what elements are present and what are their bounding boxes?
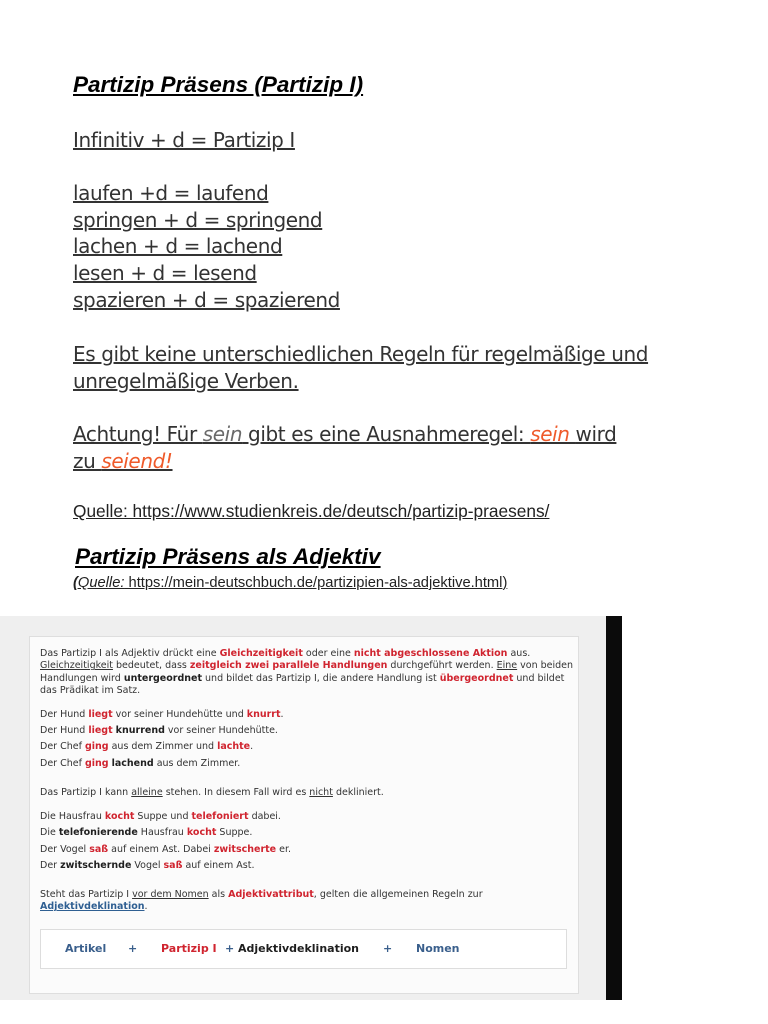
- text-run: Die: [40, 827, 59, 838]
- text-run: Der Hund: [40, 709, 89, 720]
- text-run: bedeutet, dass: [112, 660, 190, 672]
- source-paren: ): [502, 575, 508, 591]
- highlight-red: knurrt: [246, 709, 281, 720]
- formula-plus: +: [383, 942, 393, 955]
- text-run: dabei.: [248, 811, 281, 822]
- card-text-line: [40, 648, 530, 660]
- highlight-bold: zwitschernde: [60, 860, 132, 871]
- text-run: Das Partizip I als Adjektiv drückt eine: [40, 648, 220, 659]
- example-item: springen + d = springend: [73, 207, 323, 232]
- section-heading-partizip-adjektiv: Partizip Präsens als Adjektiv: [75, 544, 381, 569]
- highlight-red: übergeordnet: [439, 672, 514, 684]
- text-run: .: [250, 741, 254, 752]
- text-run: aus dem Zimmer.: [153, 758, 241, 769]
- source-label: Quelle:: [77, 575, 125, 591]
- underlined-word: vor dem Nomen: [132, 889, 209, 900]
- highlight-red: liegt: [88, 709, 113, 720]
- formula-plus: +: [225, 942, 235, 955]
- highlight-bold: untergeordnet: [123, 672, 203, 684]
- formula-adjektivdeklination: Adjektivdeklination: [238, 942, 359, 955]
- source-link-studienkreis[interactable]: Quelle: https://www.studienkreis.de/deutsch/partizip-praesens/: [73, 501, 550, 521]
- exception-line: [73, 421, 616, 448]
- exception-line: [73, 448, 616, 475]
- note-text: Achtung! Für: [73, 422, 203, 446]
- adjektivdeklination-link[interactable]: Adjektivdeklination: [40, 901, 145, 913]
- formula-partizip: Partizip I: [161, 942, 217, 955]
- text-run: auf einem Ast. Dabei: [108, 844, 214, 855]
- text-run: Hausfrau: [137, 827, 187, 838]
- card-text-line: [40, 787, 384, 799]
- example-sentence: [40, 811, 281, 823]
- card-text-line: [40, 660, 573, 672]
- highlight-red: saß: [89, 844, 109, 855]
- highlight-red: Adjektivattribut: [228, 889, 314, 900]
- embedded-screenshot: [0, 616, 622, 1000]
- text-run: vor seiner Hundehütte.: [164, 725, 278, 736]
- text-run: .: [280, 709, 284, 720]
- text-run: stehen. In diesem Fall wird es: [162, 787, 310, 798]
- highlight-red: saß: [163, 860, 183, 871]
- text-run: dekliniert.: [332, 787, 384, 798]
- text-run: Suppe und: [134, 811, 192, 822]
- text-run: Handlungen wird: [40, 672, 124, 684]
- example-sentence: [40, 827, 252, 839]
- text-run: Die Hausfrau: [40, 811, 105, 822]
- text-run: Der: [40, 860, 61, 871]
- text-run: Suppe.: [216, 827, 253, 838]
- note-seiend-highlight: seiend!: [101, 448, 173, 473]
- highlight-red: lachte: [217, 741, 251, 752]
- rule-paragraph: [73, 341, 648, 394]
- example-list: [73, 180, 340, 314]
- highlight-red: liegt: [88, 725, 113, 736]
- underlined-word: Gleichzeitigkeit: [40, 660, 113, 672]
- formula-line: Infinitiv + d = Partizip I: [73, 128, 295, 152]
- example-sentence: [40, 709, 284, 721]
- text-run: oder eine: [302, 648, 354, 659]
- text-run: Der Vogel: [40, 844, 90, 855]
- example-sentence: [40, 758, 240, 770]
- highlight-red: zwitscherte: [213, 844, 277, 855]
- highlight-bold: lachend: [111, 758, 154, 769]
- exception-note: [73, 421, 616, 474]
- text-run: Steht das Partizip I: [40, 889, 133, 900]
- highlight-red: nicht abgeschlossene Aktion: [353, 648, 508, 659]
- text-run: aus.: [507, 648, 531, 659]
- card-text-line: [40, 673, 564, 685]
- text-run: Der Chef: [40, 741, 85, 752]
- example-item: lachen + d = lachend: [73, 234, 283, 259]
- highlight-red: telefoniert: [191, 811, 249, 822]
- grammar-card: [29, 636, 579, 994]
- highlight-red: zeitgleich zwei parallele Handlungen: [189, 660, 388, 672]
- card-text-line: [40, 889, 483, 901]
- text-run: Der Hund: [40, 725, 89, 736]
- text-run: .: [144, 901, 148, 913]
- formula-box: [40, 929, 567, 969]
- text-run: das Prädikat im Satz.: [40, 684, 141, 696]
- note-sein-highlight: sein: [530, 422, 576, 446]
- formula-plus: +: [128, 942, 138, 955]
- example-sentence: [40, 860, 254, 872]
- example-item: lesen + d = lesend: [73, 261, 257, 286]
- text-run: und bildet das Partizip I, die andere Handlung ist: [202, 672, 440, 684]
- highlight-red: ging: [84, 758, 109, 769]
- text-run: als: [208, 889, 229, 900]
- highlight-bold: telefonierende: [58, 827, 138, 838]
- highlight-bold: knurrend: [115, 725, 165, 736]
- text-run: aus dem Zimmer und: [108, 741, 218, 752]
- underlined-word: nicht: [309, 787, 333, 798]
- highlight-red: kocht: [186, 827, 217, 838]
- text-run: er.: [276, 844, 292, 855]
- example-sentence: [40, 725, 278, 737]
- text-run: auf einem Ast.: [182, 860, 255, 871]
- text-run: Vogel: [131, 860, 164, 871]
- card-text-line: [40, 901, 148, 913]
- highlight-red: kocht: [104, 811, 135, 822]
- note-text: gibt es eine Ausnahmeregel:: [242, 422, 531, 446]
- formula-artikel: Artikel: [65, 942, 107, 955]
- note-text: wird: [575, 422, 617, 446]
- note-text: zu: [73, 448, 102, 473]
- text-run: Das Partizip I kann: [40, 787, 132, 798]
- source-paren: (: [73, 575, 78, 591]
- example-sentence: [40, 741, 253, 753]
- rule-line: Es gibt keine unterschiedlichen Regeln für regelmäßige und: [73, 342, 649, 366]
- card-text-line: [40, 685, 140, 697]
- text-run: und bildet: [513, 672, 565, 684]
- highlight-red: Gleichzeitigkeit: [219, 648, 303, 659]
- underlined-word: alleine: [131, 787, 163, 798]
- text-run: vor seiner Hundehütte und: [112, 709, 247, 720]
- text-run: Der Chef: [40, 758, 85, 769]
- underlined-word: Eine: [496, 660, 518, 672]
- text-run: durchgeführt werden.: [387, 660, 497, 672]
- example-sentence: [40, 844, 291, 856]
- screenshot-edge-bar: [606, 616, 622, 1000]
- text-run: von beiden: [517, 660, 574, 672]
- formula-nomen: Nomen: [416, 942, 460, 955]
- source-line-deutschbuch: [73, 575, 507, 591]
- rule-line: unregelmäßige Verben.: [73, 368, 299, 393]
- note-sein: sein: [202, 422, 243, 446]
- section-heading-partizip-praesens: Partizip Präsens (Partizip I): [73, 72, 364, 97]
- example-item: laufen +d = laufend: [73, 181, 269, 205]
- example-item: spazieren + d = spazierend: [73, 287, 340, 312]
- source-link-deutschbuch[interactable]: https://mein-deutschbuch.de/partizipien-als-adjektive.html: [124, 575, 503, 591]
- highlight-red: ging: [84, 741, 109, 752]
- text-run: , gelten die allgemeinen Regeln zur: [313, 889, 483, 900]
